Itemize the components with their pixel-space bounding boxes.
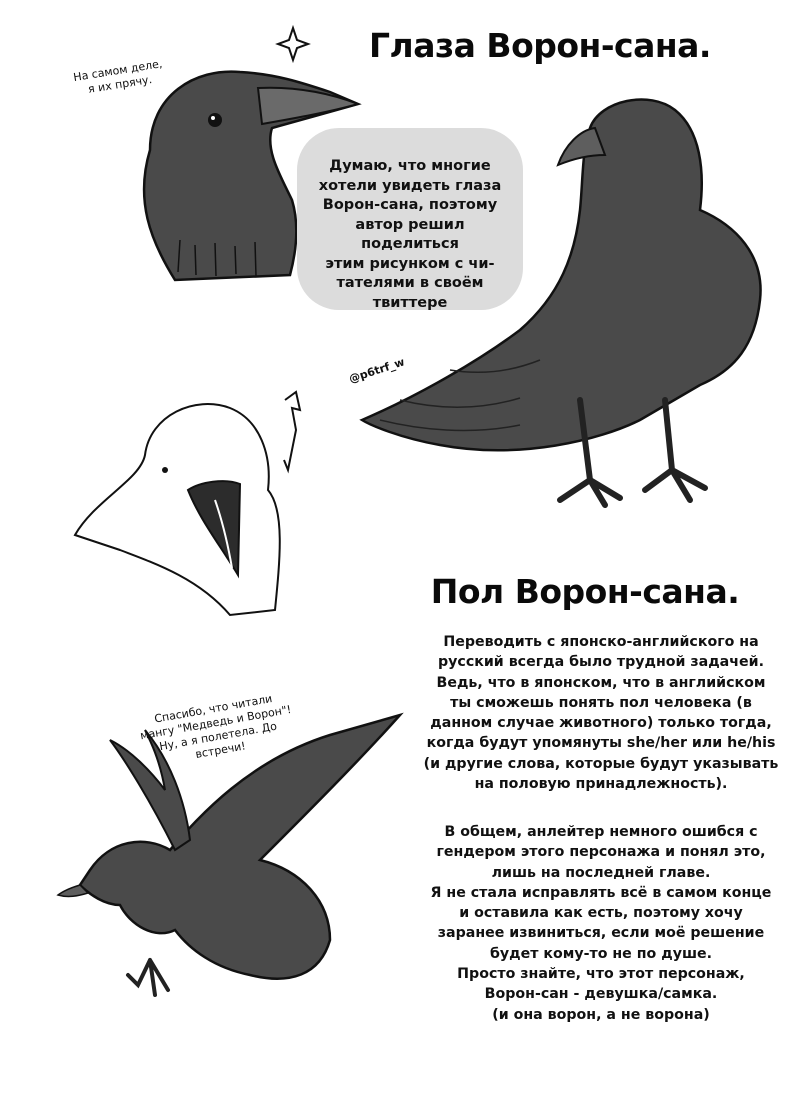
flying-crow-illustration (58, 715, 400, 995)
artist-watermark: @p6trf_w (347, 355, 407, 386)
title-gender: Пол Ворон-сана. (430, 572, 740, 611)
white-crow-sketch (75, 392, 300, 615)
title-eyes: Глаза Ворон-сана. (369, 26, 711, 65)
note-thanks: Спасибо, что читали мангу "Медведь и Ворон"! Ну, а я полетела. До встречи! (139, 692, 293, 761)
note-hide-eyes: На самом деле, я их прячу. (72, 57, 164, 96)
translation-note-paragraph: Переводить с японско-английского на русский всегда было трудной задачей. Ведь, что в японском, что в английском ты сможешь понять пол человека (в данном случае животного) только тогда, когда будут упомянуты she/her или he/his (и другие слова, которые будут указывать на половую принадлежность). (423, 634, 779, 793)
speech-bubble-text: Думаю, что многие хотели увидеть глаза Ворон-сана, поэтому автор решил поделиться этим рисунком с чи- тателями в своём твиттере (318, 158, 502, 311)
gender-note-paragraph: В общем, анлейтер немного ошибся с гендером этого персонажа и понял это, лишь на последней главе. Я не стала исправлять всё в самом конце и оставила как есть, поэтому хочу заранее извиниться, если моё решение будет кому-то не по душе. Просто знайте, что этот персонаж, Ворон-сан - девушка/самка. (и она ворон, а не ворона) (430, 824, 772, 1023)
crow-eye (208, 113, 222, 127)
sparkle-icon (278, 28, 308, 60)
